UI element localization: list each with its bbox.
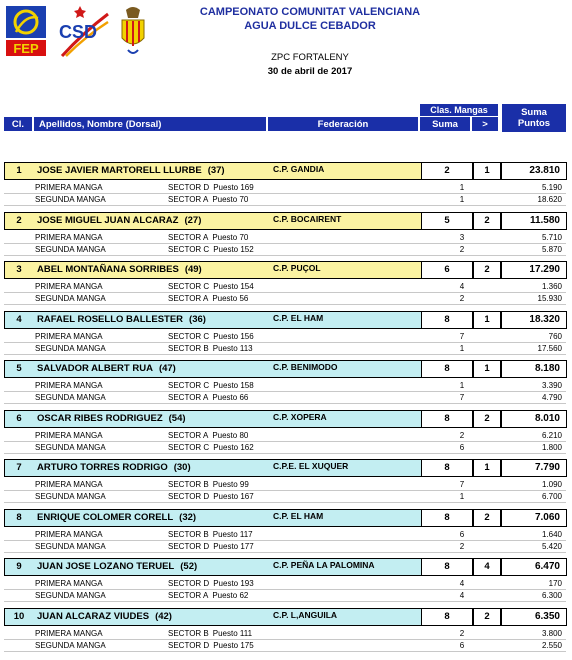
result-row (4, 410, 566, 428)
puntos-box (501, 212, 567, 230)
suma-value: 8 (444, 561, 450, 572)
competitor-name-text: ABEL MONTAÑANA SORRIBES (37, 264, 179, 275)
manga-rank: 4 (459, 591, 465, 600)
result-row (4, 360, 566, 378)
sector-puesto (168, 491, 254, 503)
manga-label: SEGUNDA MANGA (35, 443, 106, 452)
suma-box (421, 311, 473, 329)
manga-label: SEGUNDA MANGA (35, 591, 106, 600)
total-points: 23.810 (529, 165, 560, 176)
puntos-box (501, 608, 567, 626)
primera-manga-row (4, 529, 566, 541)
manga-label: PRIMERA MANGA (35, 530, 103, 539)
competitor-name (37, 262, 269, 278)
federation: C.P. XOPERA (273, 412, 327, 422)
manga-rank: 6 (459, 443, 465, 452)
rank: 7 (16, 462, 22, 473)
sector: SECTOR C (168, 282, 210, 291)
suma-value: 8 (444, 413, 450, 424)
segunda-manga-row (4, 442, 566, 454)
gt-box (473, 608, 501, 626)
manga-label: SEGUNDA MANGA (35, 294, 106, 303)
rank: 2 (16, 215, 22, 226)
suma-value: 2 (444, 165, 450, 176)
manga-rank: 2 (459, 294, 465, 303)
gt-value: 1 (484, 165, 490, 176)
competitor-name (37, 163, 269, 179)
sector: SECTOR B (168, 530, 209, 539)
sector-puesto (168, 380, 254, 392)
gt-value: 2 (484, 611, 490, 622)
competitor-name-text: OSCAR RIBES RODRIGUEZ (37, 413, 163, 424)
competitor-name-text: RAFAEL ROSELLO BALLESTER (37, 314, 184, 325)
total-points: 6.350 (534, 611, 560, 622)
gt-value: 1 (484, 462, 490, 473)
primera-manga-row (4, 628, 566, 640)
federation: C.P. PUÇOL (273, 263, 321, 273)
manga-points: 5.710 (541, 233, 562, 242)
suma-puntos-header-line1: Suma (521, 107, 547, 118)
sector: SECTOR B (168, 480, 209, 489)
result-row (4, 608, 566, 626)
manga-points: 6.210 (541, 431, 562, 440)
result-row (4, 261, 566, 279)
manga-label: PRIMERA MANGA (35, 233, 103, 242)
manga-points: 5.870 (541, 245, 562, 254)
total-points: 7.060 (534, 512, 560, 523)
suma-value: 6 (444, 264, 450, 275)
csd-logo (56, 4, 110, 58)
manga-rank: 7 (459, 480, 465, 489)
suma-header: Suma (420, 117, 470, 131)
competitor-name-text: ENRIQUE COLOMER CORELL (37, 512, 174, 523)
manga-points: 6.700 (541, 492, 562, 501)
total-points: 18.320 (529, 314, 560, 325)
primera-manga-row (4, 331, 566, 343)
manga-label: SEGUNDA MANGA (35, 245, 106, 254)
rank: 5 (16, 363, 22, 374)
suma-value: 8 (444, 363, 450, 374)
puesto: Puesto 70 (212, 233, 249, 242)
manga-points: 1.800 (541, 443, 562, 452)
manga-rank: 4 (459, 579, 465, 588)
manga-points: 760 (548, 332, 562, 341)
competitor-name-text: JUAN JOSE LOZANO TERUEL (37, 561, 175, 572)
svg-text:CSD: CSD (58, 22, 98, 42)
result-row (4, 311, 566, 329)
manga-label: PRIMERA MANGA (35, 381, 103, 390)
venue: ZPC FORTALENY (271, 52, 349, 63)
sector-puesto (168, 232, 248, 244)
manga-rank: 2 (459, 542, 465, 551)
puesto: Puesto 66 (212, 393, 249, 402)
gt-box (473, 212, 501, 230)
competitor-name (37, 609, 269, 625)
primera-manga-row (4, 380, 566, 392)
manga-points: 15.930 (537, 294, 562, 303)
manga-rank: 2 (459, 245, 465, 254)
sector-puesto (168, 244, 254, 256)
suma-box (421, 558, 473, 576)
dorsal: (54) (168, 413, 186, 424)
puesto: Puesto 113 (212, 344, 253, 353)
sector: SECTOR B (168, 629, 209, 638)
manga-rank: 1 (459, 492, 465, 501)
dorsal: (47) (158, 363, 176, 374)
competitor-name (37, 559, 269, 575)
sector: SECTOR C (168, 245, 210, 254)
gt-value: 2 (484, 413, 490, 424)
puntos-box (501, 558, 567, 576)
competition-subtitle: AGUA DULCE CEBADOR (244, 20, 376, 32)
suma-box (421, 360, 473, 378)
suma-value: 8 (444, 512, 450, 523)
competitor-name (37, 213, 269, 229)
dorsal: (52) (180, 561, 198, 572)
federation-header: Federación (268, 117, 418, 131)
puntos-box (501, 311, 567, 329)
competition-title: CAMPEONATO COMUNITAT VALENCIANA (199, 6, 421, 18)
dorsal: (37) (207, 165, 225, 176)
dorsal: (36) (189, 314, 206, 325)
segunda-manga-row (4, 343, 566, 355)
rank: 6 (16, 413, 22, 424)
event-date: 30 de abril de 2017 (267, 66, 353, 77)
sector-puesto (168, 182, 254, 194)
gt-box (473, 558, 501, 576)
puesto: Puesto 152 (213, 245, 254, 254)
gt-header: > (472, 117, 498, 131)
segunda-manga-row (4, 392, 566, 404)
puesto: Puesto 56 (212, 294, 249, 303)
manga-label: PRIMERA MANGA (35, 332, 103, 341)
federation: C.P. EL HAM (273, 313, 324, 323)
manga-rank: 6 (459, 530, 465, 539)
suma-value: 5 (444, 215, 450, 226)
puesto: Puesto 177 (213, 542, 254, 551)
manga-rank: 1 (459, 183, 465, 192)
suma-box (421, 509, 473, 527)
puntos-box (501, 509, 567, 527)
primera-manga-row (4, 479, 566, 491)
federation: C.P. EL HAM (273, 511, 324, 521)
suma-box (421, 608, 473, 626)
manga-points: 5.190 (541, 183, 562, 192)
sector: SECTOR A (168, 233, 209, 242)
sector: SECTOR D (168, 492, 210, 501)
rank: 4 (16, 314, 22, 325)
manga-rank: 7 (459, 393, 465, 402)
suma-value: 8 (444, 611, 450, 622)
sector-puesto (168, 293, 248, 305)
manga-label: PRIMERA MANGA (35, 282, 103, 291)
gt-box (473, 261, 501, 279)
dorsal: (30) (173, 462, 191, 473)
manga-label: SEGUNDA MANGA (35, 195, 106, 204)
sector-puesto (168, 628, 252, 640)
puesto: Puesto 70 (212, 195, 249, 204)
puesto: Puesto 175 (213, 641, 254, 650)
total-points: 17.290 (529, 264, 560, 275)
manga-label: SEGUNDA MANGA (35, 492, 106, 501)
manga-points: 1.640 (541, 530, 562, 539)
sector-puesto (168, 640, 254, 652)
puesto: Puesto 62 (212, 591, 249, 600)
segunda-manga-row (4, 640, 566, 652)
competitor-name-text: JUAN ALCARAZ VIUDES (37, 611, 150, 622)
puesto: Puesto 167 (213, 492, 254, 501)
puesto: Puesto 158 (213, 381, 254, 390)
rank: 3 (16, 264, 22, 275)
federation: C.P. L,ANGUILA (273, 610, 338, 620)
suma-value: 8 (444, 462, 450, 473)
sector-puesto (168, 529, 253, 541)
puntos-box (501, 162, 567, 180)
federation: C.P. GANDIA (273, 164, 325, 174)
cl-header: Cl. (4, 117, 32, 131)
manga-rank: 2 (459, 431, 465, 440)
puesto: Puesto 111 (212, 629, 253, 638)
gt-box (473, 360, 501, 378)
manga-points: 17.560 (537, 344, 562, 353)
rank: 9 (16, 561, 22, 572)
federation: C.P. PEÑA LA PALOMINA (273, 560, 375, 570)
gt-value: 1 (484, 363, 490, 374)
gt-box (473, 162, 501, 180)
manga-points: 3.800 (541, 629, 562, 638)
manga-points: 170 (548, 579, 562, 588)
primera-manga-row (4, 430, 566, 442)
sector: SECTOR C (168, 332, 210, 341)
sector: SECTOR A (168, 431, 209, 440)
total-points: 6.470 (534, 561, 560, 572)
competitor-name (37, 312, 269, 328)
competitor-name (37, 460, 269, 476)
federation: C.P. BENIMODO (273, 362, 338, 372)
primera-manga-row (4, 182, 566, 194)
gt-value: 2 (484, 215, 490, 226)
manga-points: 5.420 (541, 542, 562, 551)
sector-puesto (168, 392, 248, 404)
puntos-box (501, 261, 567, 279)
competitor-name (37, 361, 269, 377)
dorsal: (42) (155, 611, 172, 622)
sector: SECTOR D (168, 641, 210, 650)
manga-label: PRIMERA MANGA (35, 480, 103, 489)
manga-label: SEGUNDA MANGA (35, 344, 106, 353)
total-points: 7.790 (534, 462, 560, 473)
dorsal: (49) (184, 264, 202, 275)
sector-puesto (168, 343, 253, 355)
sector: SECTOR A (168, 294, 209, 303)
segunda-manga-row (4, 541, 566, 553)
competitor-name-text: SALVADOR ALBERT RUA (37, 363, 153, 374)
sector: SECTOR C (168, 443, 210, 452)
federation: C.P.E. EL XUQUER (273, 461, 349, 471)
manga-rank: 7 (459, 332, 465, 341)
clas-mangas-header: Clas. Mangas (420, 104, 498, 116)
manga-rank: 6 (459, 641, 465, 650)
name-header: Apellidos, Nombre (Dorsal) (34, 117, 266, 131)
rank: 1 (16, 165, 22, 176)
sector: SECTOR C (168, 381, 210, 390)
sector-puesto (168, 331, 254, 343)
manga-points: 2.550 (541, 641, 562, 650)
valencian-crest-logo (118, 4, 148, 60)
gt-box (473, 311, 501, 329)
sector-puesto (168, 590, 248, 602)
puesto: Puesto 156 (213, 332, 254, 341)
sector-puesto (168, 479, 249, 491)
gt-box (473, 459, 501, 477)
sector-puesto (168, 578, 254, 590)
manga-points: 4.790 (541, 393, 562, 402)
sector: SECTOR D (168, 579, 210, 588)
gt-value: 4 (484, 561, 490, 572)
suma-box (421, 459, 473, 477)
manga-label: PRIMERA MANGA (35, 579, 103, 588)
sector-puesto (168, 430, 248, 442)
puesto: Puesto 80 (212, 431, 249, 440)
suma-puntos-header (502, 104, 566, 132)
gt-value: 2 (484, 264, 490, 275)
suma-box (421, 410, 473, 428)
manga-rank: 1 (459, 381, 465, 390)
sector: SECTOR A (168, 591, 209, 600)
rank: 10 (13, 611, 25, 622)
competitor-name (37, 411, 269, 427)
sector: SECTOR B (168, 344, 209, 353)
total-points: 11.580 (529, 215, 560, 226)
result-row (4, 162, 566, 180)
sector: SECTOR D (168, 542, 210, 551)
manga-rank: 4 (459, 282, 465, 291)
gt-value: 2 (484, 512, 490, 523)
puesto: Puesto 117 (212, 530, 253, 539)
puesto: Puesto 169 (213, 183, 254, 192)
puesto: Puesto 193 (213, 579, 254, 588)
suma-puntos-header-line2: Puntos (517, 118, 551, 129)
suma-box (421, 261, 473, 279)
competitor-name-text: ARTURO TORRES RODRIGO (37, 462, 168, 473)
total-points: 8.180 (534, 363, 560, 374)
gt-box (473, 410, 501, 428)
result-row (4, 212, 566, 230)
manga-rank: 1 (459, 344, 465, 353)
manga-points: 1.090 (541, 480, 562, 489)
manga-label: SEGUNDA MANGA (35, 641, 106, 650)
rank: 8 (16, 512, 22, 523)
federation: C.P. BOCAIRENT (273, 214, 342, 224)
svg-text:FEP: FEP (13, 41, 39, 56)
dorsal: (27) (184, 215, 202, 226)
segunda-manga-row (4, 590, 566, 602)
puesto: Puesto 154 (213, 282, 254, 291)
sector-puesto (168, 194, 248, 206)
competitor-name-text: JOSE JAVIER MARTORELL LLURBE (37, 165, 202, 176)
manga-label: PRIMERA MANGA (35, 629, 103, 638)
result-row (4, 558, 566, 576)
gt-value: 1 (484, 314, 490, 325)
sector-puesto (168, 442, 254, 454)
competitor-name-text: JOSE MIGUEL JUAN ALCARAZ (37, 215, 179, 226)
manga-label: SEGUNDA MANGA (35, 542, 106, 551)
sector: SECTOR A (168, 393, 209, 402)
manga-points: 18.620 (537, 195, 562, 204)
sector: SECTOR A (168, 195, 209, 204)
total-points: 8.010 (534, 413, 560, 424)
puesto: Puesto 99 (212, 480, 249, 489)
manga-rank: 2 (459, 629, 465, 638)
manga-rank: 3 (459, 233, 465, 242)
puntos-box (501, 459, 567, 477)
segunda-manga-row (4, 194, 566, 206)
manga-label: SEGUNDA MANGA (35, 393, 106, 402)
manga-label: PRIMERA MANGA (35, 183, 103, 192)
puntos-box (501, 360, 567, 378)
sector: SECTOR D (168, 183, 210, 192)
segunda-manga-row (4, 293, 566, 305)
manga-label: PRIMERA MANGA (35, 431, 103, 440)
primera-manga-row (4, 281, 566, 293)
result-row (4, 509, 566, 527)
puntos-box (501, 410, 567, 428)
segunda-manga-row (4, 244, 566, 256)
manga-rank: 1 (459, 195, 465, 204)
primera-manga-row (4, 232, 566, 244)
gt-box (473, 509, 501, 527)
manga-points: 1.360 (541, 282, 562, 291)
primera-manga-row (4, 578, 566, 590)
manga-points: 3.390 (541, 381, 562, 390)
sector-puesto (168, 541, 254, 553)
manga-points: 6.300 (541, 591, 562, 600)
suma-value: 8 (444, 314, 450, 325)
competitor-name (37, 510, 269, 526)
result-row (4, 459, 566, 477)
segunda-manga-row (4, 491, 566, 503)
dorsal: (32) (179, 512, 197, 523)
fep-logo (4, 4, 48, 58)
puesto: Puesto 162 (213, 443, 254, 452)
suma-box (421, 162, 473, 180)
suma-box (421, 212, 473, 230)
sector-puesto (168, 281, 254, 293)
